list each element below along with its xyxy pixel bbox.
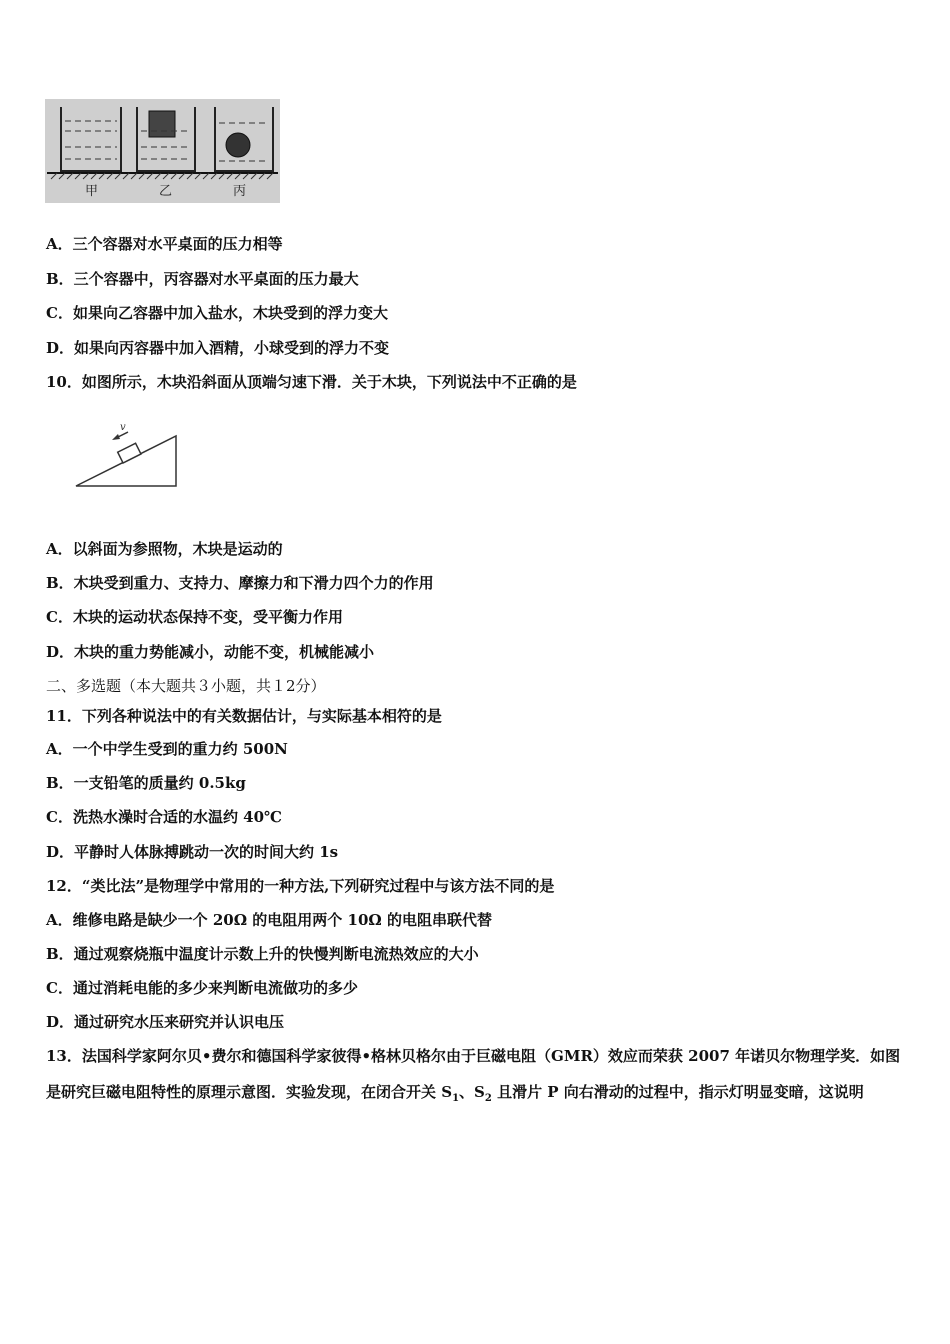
q13-text-3: 且滑片 P 向右滑动的过程中，指示灯明显变暗，这说明 [491,1083,864,1101]
q12-stem: 12．“类比法”是物理学中常用的一种方法,下列研究过程中与该方法不同的是 [46,877,555,895]
q11-option-a: A．一个中学生受到的重力约 500N [46,740,288,758]
label-jia: 甲 [85,184,99,199]
q12-option-c: C．通过消耗电能的多少来判断电流做功的多少 [46,979,358,997]
incline-figure [72,420,182,492]
q11-option-b: B．一支铅笔的质量约 0.5kg [46,774,246,792]
section-2-title: 二、多选题（本大题共３小题，共１2分） [46,677,326,695]
q9-option-d: D．如果向丙容器中加入酒精，小球受到的浮力不变 [46,339,390,357]
q9-option-b: B．三个容器中，丙容器对水平桌面的压力最大 [46,270,359,288]
velocity-label: v [120,422,126,433]
q13-text-2: 、S [459,1083,485,1101]
q11-stem: 11．下列各种说法中的有关数据估计，与实际基本相符的是 [46,707,442,725]
q12-option-b: B．通过观察烧瓶中温度计示数上升的快慢判断电流热效应的大小 [46,945,479,963]
q9-option-c: C．如果向乙容器中加入盐水，木块受到的浮力变大 [46,304,388,322]
q12-option-a: A．维修电路是缺少一个 20Ω 的电阻用两个 10Ω 的电阻串联代替 [46,911,492,929]
q13-sub-1: 1 [452,1093,460,1104]
q13-stem [46,1038,906,1117]
q10-option-a: A．以斜面为参照物，木块是运动的 [46,540,283,558]
label-yi: 乙 [159,184,173,199]
label-bing: 丙 [233,184,247,199]
q10-option-b: B．木块受到重力、支持力、摩擦力和下滑力四个力的作用 [46,574,434,592]
q12-option-d: D．通过研究水压来研究并认识电压 [46,1013,285,1031]
q13-sub-2: 2 [484,1093,492,1104]
q11-option-c: C．洗热水澡时合适的水温约 40℃ [46,808,283,826]
q9-option-a: A．三个容器对水平桌面的压力相等 [46,235,283,253]
q10-option-c: C．木块的运动状态保持不变，受平衡力作用 [46,608,343,626]
q13-text-1: 13．法国科学家阿尔贝•费尔和德国科学家彼得•格林贝格尔由于巨磁电阻（GMR）效应而荣获 2007 年诺贝尔物理学奖．如图是研究巨磁电阻特性的原理示意图．实验发现，在闭合开关 S [46,1047,901,1101]
q11-option-d: D．平静时人体脉搏跳动一次的时间大约 1s [46,843,339,861]
q10-option-d: D．木块的重力势能减小，动能不变，机械能减小 [46,643,375,661]
q10-stem: 10．如图所示，木块沿斜面从顶端匀速下滑．关于木块，下列说法中不正确的是 [46,373,577,391]
containers-figure [45,99,280,203]
